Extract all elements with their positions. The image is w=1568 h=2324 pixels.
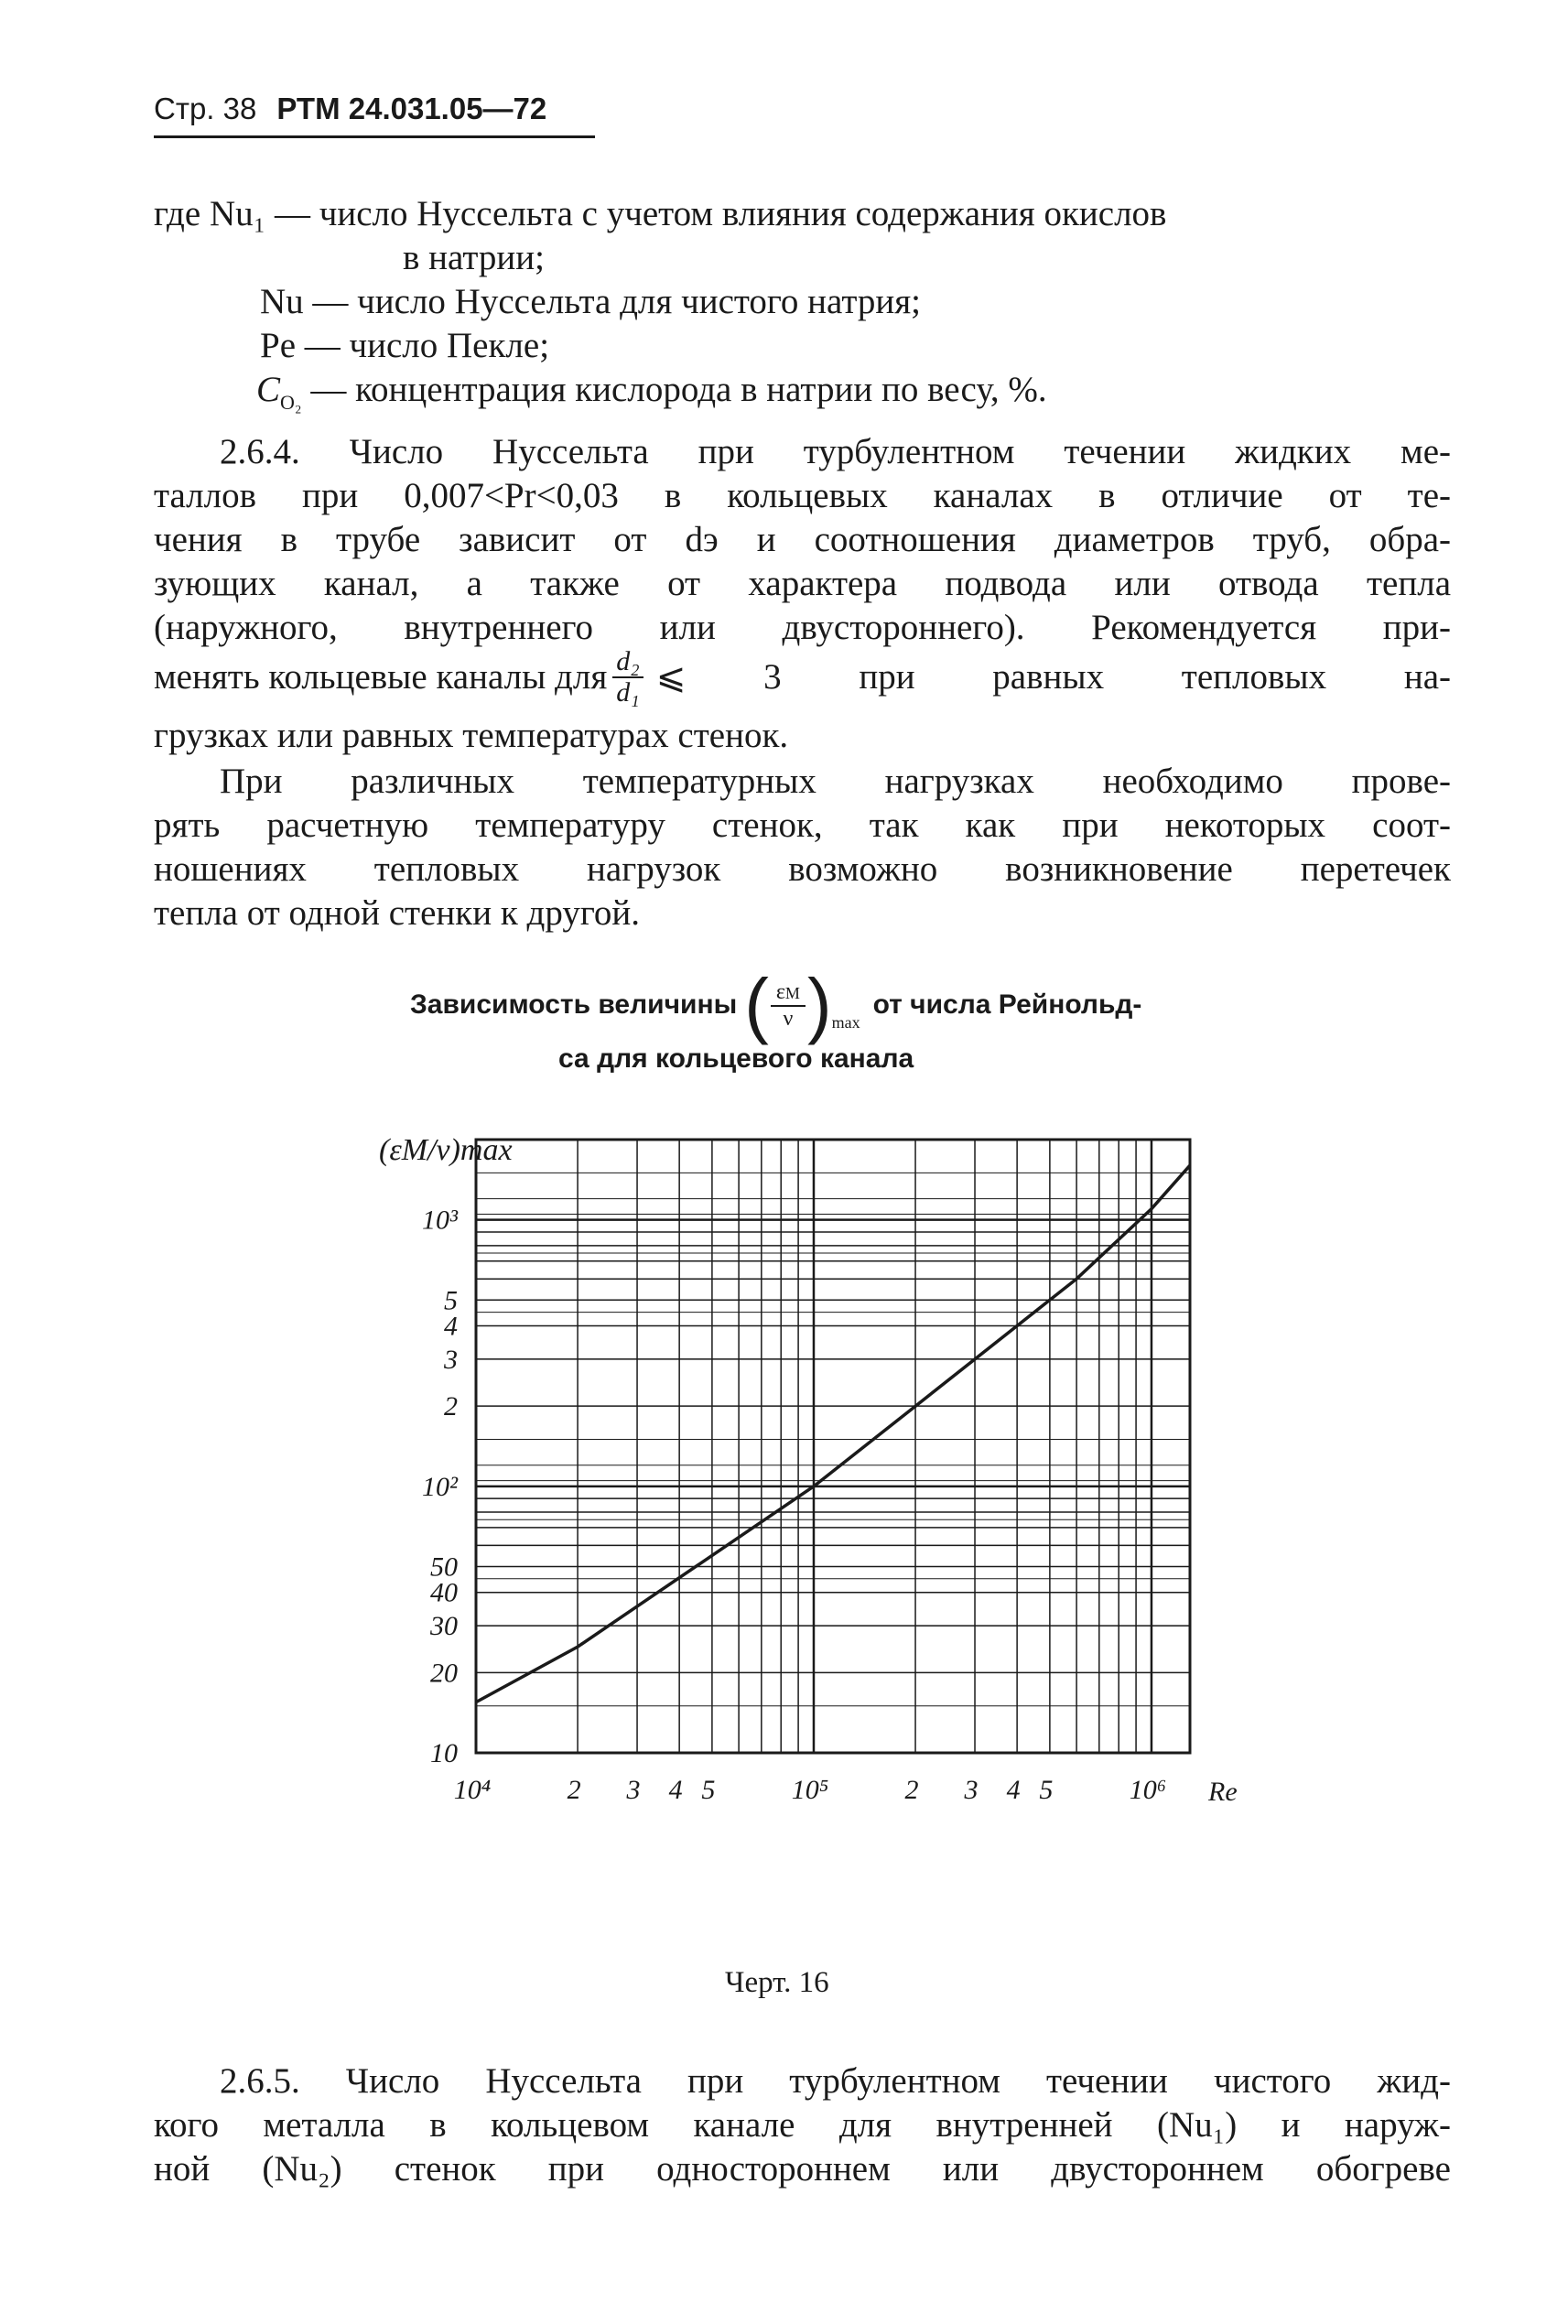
def-line-5-text: — концентрация кислорода в натрии по весу, %. xyxy=(301,370,1047,409)
chart-title-part1: Зависимость величины xyxy=(410,989,738,1020)
left-paren: ( xyxy=(744,964,769,1045)
page-number: Стр. 38 xyxy=(154,92,257,125)
x-tick-label: 4 xyxy=(668,1775,683,1805)
para3-line-2: кого металла в кольцевом канале для внутренней (Nu₁) и наруж- xyxy=(154,2105,1451,2145)
para1-line-4: зующих канал, а также от характера подвода или отвода тепла xyxy=(154,564,1451,603)
x-tick-label: 10⁴ xyxy=(453,1775,492,1805)
y-tick-label: 10² xyxy=(422,1471,458,1502)
para3-line-3: ной (Nu₂) стенок при одностороннем или двустороннем обогреве xyxy=(154,2149,1451,2189)
y-tick-label: 5 xyxy=(444,1285,458,1316)
eps-fraction xyxy=(771,980,806,1031)
x-axis-label: Re xyxy=(1208,1777,1238,1807)
x-tick-label: 10⁵ xyxy=(791,1775,829,1805)
eps-symbol: ε xyxy=(775,979,785,1004)
para1-line-6b: ⩽ 3 при равных тепловых на- xyxy=(655,657,1451,697)
page-header xyxy=(154,92,546,126)
diameter-ratio xyxy=(612,647,643,708)
concentration-subscript: O₂ xyxy=(280,390,302,414)
y-axis-label xyxy=(379,1135,513,1166)
para1-line-3: чения в трубе зависит от dэ и соотношения диаметров труб, обра- xyxy=(154,520,1451,559)
nu-symbol: ν xyxy=(783,1006,794,1031)
para2-line-4: тепла от одной стенки к другой. xyxy=(154,893,641,933)
def-line-4: Pe — число Пекле; xyxy=(260,326,550,365)
y-tick-label: 4 xyxy=(444,1311,458,1342)
ratio-numerator: d₂ xyxy=(612,647,643,678)
concentration-symbol: C xyxy=(256,370,281,409)
y-tick-label: 10 xyxy=(430,1738,458,1768)
document-code: РТМ 24.031.05—72 xyxy=(276,92,547,125)
y-tick-labels xyxy=(422,1205,459,1768)
def-line-5 xyxy=(256,368,1047,425)
y-tick-label: 40 xyxy=(430,1577,458,1608)
eps-sub: M xyxy=(784,983,800,1002)
chart-title-line-1 xyxy=(410,964,1142,1045)
figure-caption: Черт. 16 xyxy=(725,1966,829,1999)
y-tick-label: 3 xyxy=(444,1344,458,1375)
para1-line-6a: менять кольцевые каналы для xyxy=(154,657,608,697)
chart-title-line-2: са для кольцевого канала xyxy=(558,1043,914,1074)
para2-line-3: ношениях тепловых нагрузок возможно возникновение перетечек xyxy=(154,849,1451,889)
header-rule xyxy=(154,135,595,138)
x-tick-label: 2 xyxy=(567,1775,581,1805)
x-tick-label: 10⁶ xyxy=(1129,1775,1167,1805)
para3-line-1: 2.6.5. Число Нуссельта при турбулентном течении чистого жид- xyxy=(220,2061,1451,2101)
x-tick-label: 5 xyxy=(1039,1775,1054,1805)
para1-line-7: грузках или равных температурах стенок. xyxy=(154,716,789,755)
ratio-denominator: d₁ xyxy=(616,677,640,708)
max-subscript: max xyxy=(831,1013,860,1032)
y-tick-label: 10³ xyxy=(422,1205,458,1236)
chart-title-part2: от числа Рейнольд- xyxy=(872,989,1142,1020)
para2-line-2: рять расчетную температуру стенок, так как при некоторых соот- xyxy=(154,805,1451,845)
y-tick-label: 20 xyxy=(430,1658,458,1689)
reynolds-chart xyxy=(366,1126,1245,1913)
para1-line-6 xyxy=(154,641,1451,714)
right-paren: ) xyxy=(806,964,832,1045)
x-tick-label: 5 xyxy=(701,1775,716,1805)
def-line-1: где Nu₁ — число Нуссельта с учетом влияния содержания окислов xyxy=(154,194,1167,233)
para2-line-1: При различных температурных нагрузках необходимо прове- xyxy=(220,762,1451,801)
x-tick-label: 3 xyxy=(964,1775,979,1805)
y-axis-label-text: (εM/ν)max xyxy=(379,1133,513,1167)
x-tick-label: 4 xyxy=(1006,1775,1021,1805)
y-tick-label: 2 xyxy=(444,1391,458,1422)
y-tick-label: 30 xyxy=(430,1611,458,1642)
para1-line-5: (наружного, внутреннего или двустороннего). Рекомендуется при- xyxy=(154,608,1451,647)
para1-line-1: 2.6.4. Число Нуссельта при турбулентном течении жидких ме- xyxy=(220,432,1451,471)
para1-line-2: таллов при 0,007<Pr<0,03 в кольцевых каналах в отличие от те- xyxy=(154,476,1451,515)
x-tick-label: 2 xyxy=(904,1775,919,1805)
x-tick-labels xyxy=(454,1775,1166,1805)
def-line-2: в натрии; xyxy=(403,238,545,277)
y-grid xyxy=(476,1140,1190,1753)
x-tick-label: 3 xyxy=(626,1775,641,1805)
def-line-3: Nu — число Нуссельта для чистого натрия; xyxy=(260,282,922,321)
y-tick-label: 50 xyxy=(430,1551,458,1583)
